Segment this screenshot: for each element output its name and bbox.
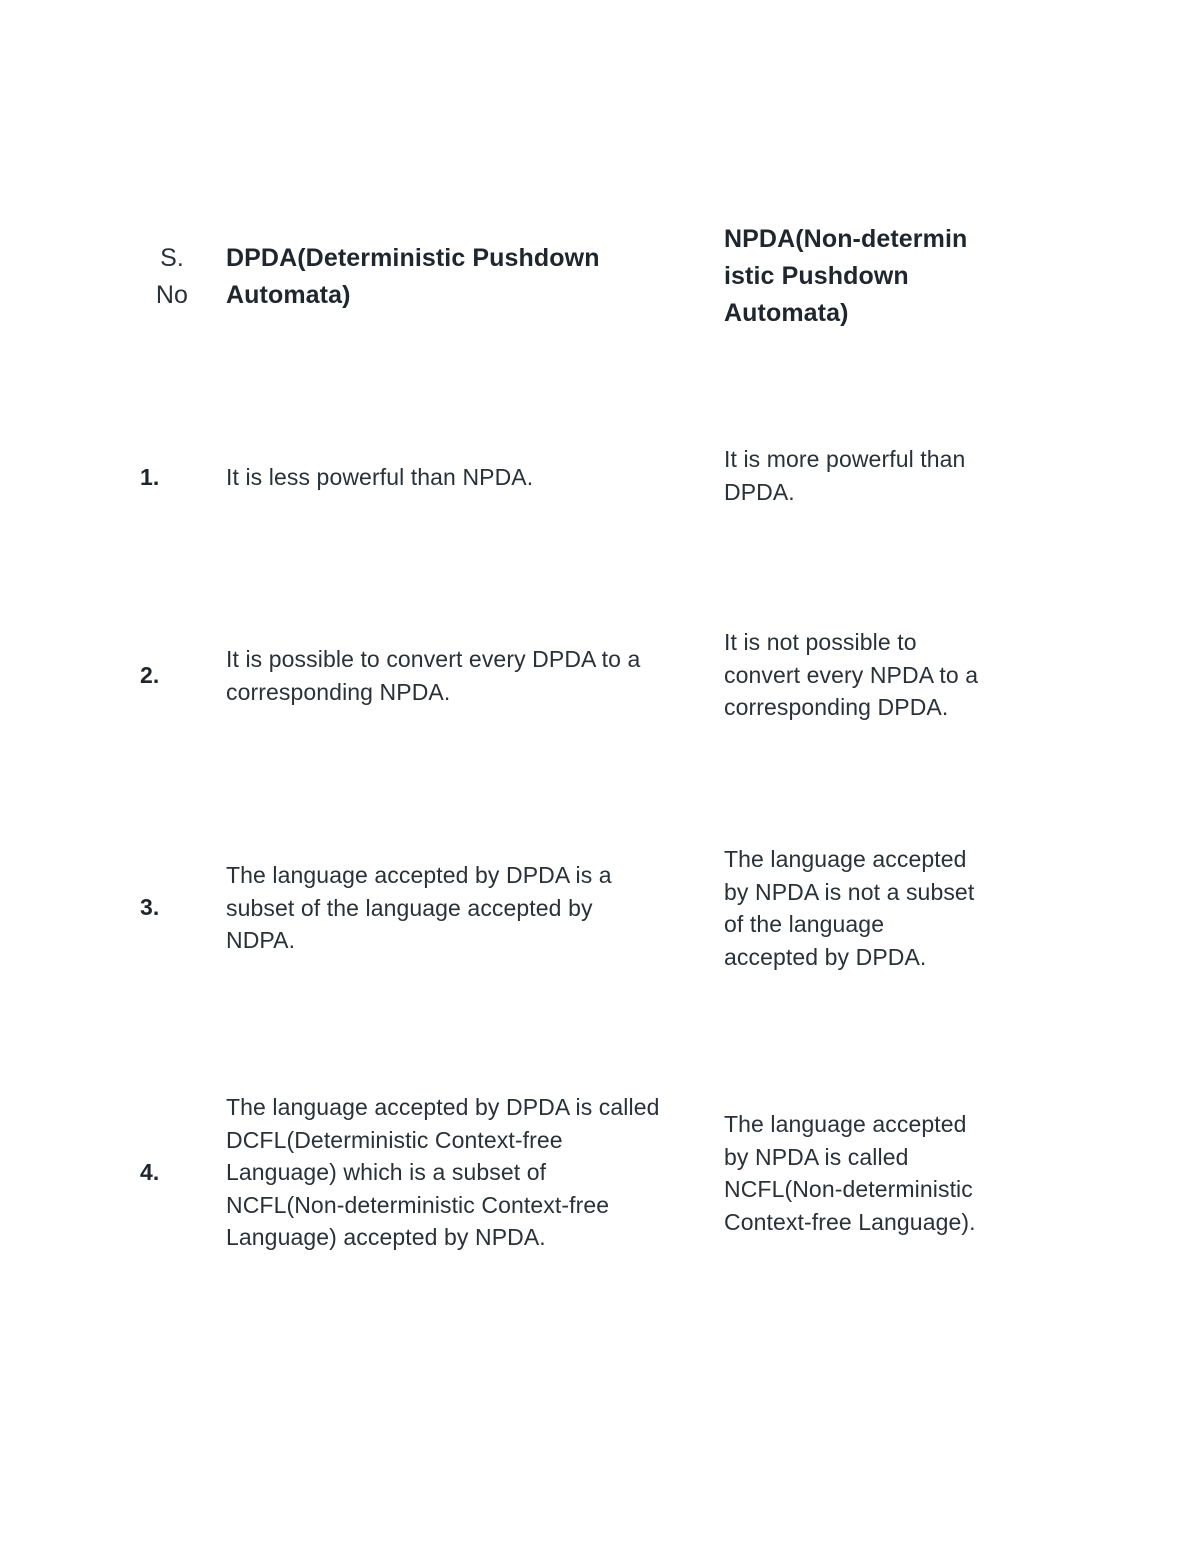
row-npda-cell — [724, 843, 1014, 973]
header-dpda — [226, 240, 696, 314]
text-line: by NPDA is called — [724, 1143, 909, 1170]
row-number: 3. — [140, 894, 160, 920]
row-dpda-cell — [226, 859, 696, 957]
text-line: The language accepted — [724, 1111, 967, 1137]
row-dpda-cell — [226, 1091, 696, 1254]
text-line: NCFL(Non-deterministic — [724, 1176, 973, 1202]
text-line: corresponding DPDA. — [724, 694, 949, 720]
text-line: convert every NPDA to a — [724, 661, 979, 688]
header-npda — [724, 221, 1014, 332]
text-line: DCFL(Deterministic Context-free — [226, 1126, 563, 1153]
text-line: It is not possible to — [724, 629, 917, 655]
row-npda-cell — [724, 443, 1014, 508]
text-line: The language accepted — [724, 846, 967, 872]
text-line: The language accepted by DPDA is a — [226, 862, 612, 888]
header-dpda-line: Automata) — [226, 281, 351, 309]
text-line: NCFL(Non-deterministic Context-free — [226, 1191, 610, 1218]
text-line: of the language — [724, 911, 885, 937]
row-npda-cell — [724, 1108, 1014, 1238]
text-line: It is less powerful than NPDA. — [226, 464, 534, 490]
text-line: Language) accepted by NPDA. — [226, 1224, 546, 1250]
header-npda-line: NPDA(Non-determin — [724, 225, 968, 253]
row-number: 1. — [140, 464, 160, 490]
header-npda-line: Automata) — [724, 299, 849, 327]
row-number: 2. — [140, 662, 160, 688]
text-line: Context-free Language). — [724, 1208, 976, 1235]
header-sno-line: No — [155, 281, 189, 309]
text-line: subset of the language accepted by — [226, 894, 593, 921]
text-line: corresponding NPDA. — [226, 678, 451, 705]
text-line: accepted by DPDA. — [724, 943, 927, 970]
row-dpda-cell — [226, 461, 696, 494]
header-sno-line: S. — [160, 244, 184, 272]
text-line: It is possible to convert every DPDA to a — [226, 646, 641, 672]
header-sno — [152, 240, 192, 314]
row-npda-cell — [724, 626, 1014, 724]
text-line: Language) which is a subset of — [226, 1159, 547, 1185]
row-dpda-cell — [226, 643, 696, 708]
text-line: DPDA. — [724, 478, 795, 505]
text-line: It is more powerful than — [724, 446, 966, 472]
text-line: The language accepted by DPDA is called — [226, 1094, 660, 1120]
header-npda-line: istic Pushdown — [724, 262, 909, 290]
header-dpda-line: DPDA(Deterministic Pushdown — [226, 244, 600, 272]
row-number: 4. — [140, 1159, 160, 1185]
text-line: NDPA. — [226, 927, 296, 953]
text-line: by NPDA is not a subset — [724, 878, 975, 905]
